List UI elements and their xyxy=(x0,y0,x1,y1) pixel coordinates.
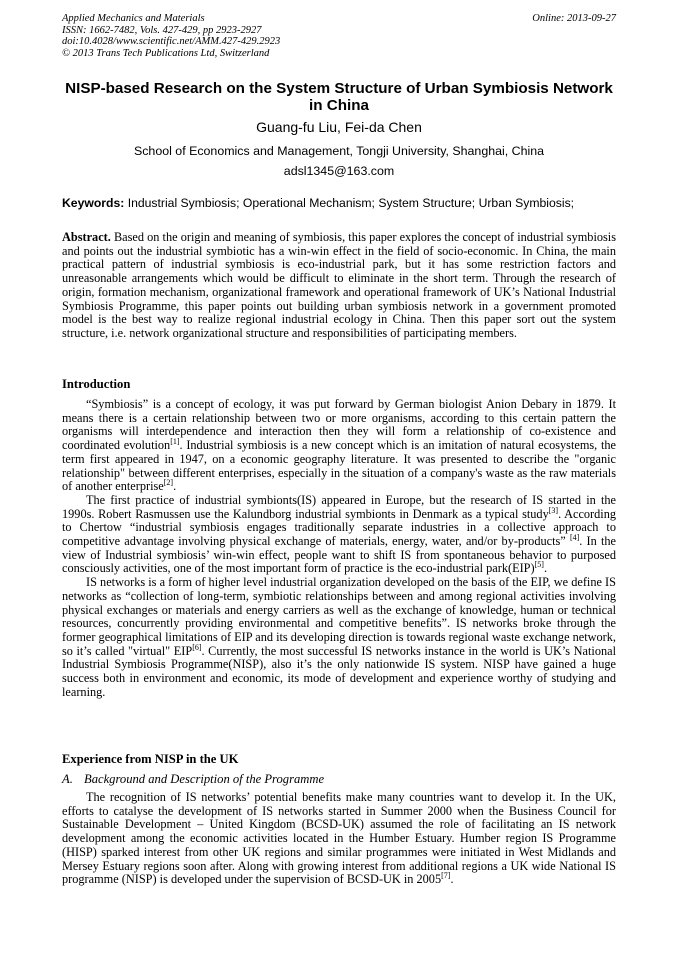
keywords-label: Keywords: xyxy=(62,196,125,210)
introduction-section xyxy=(62,398,616,699)
subsection-number: A. xyxy=(62,772,73,786)
journal-doi[interactable]: doi:10.4028/www.scientific.net/AMM.427-429.2923 xyxy=(62,36,281,48)
citation[interactable]: [4] xyxy=(569,532,580,542)
intro-paragraph-1 xyxy=(62,398,616,494)
journal-issn: ISSN: 1662-7482, Vols. 427-429, pp 2923-2927 xyxy=(62,24,262,36)
keywords xyxy=(62,195,616,211)
text-run: IS networks is a form of higher level industrial organization developed on the basis of the EIP, we define IS networks as “collection of long-term, symbiotic relationships between and among regional activities involving physical exchanges or materials and energy carriers as well as the exchange of knowledge, human or technical resources, concurrently providing environmental and competitive benefits”. IS networks broke through the former geographical limitations of EIP and its developing direction is towards regional waste exchange network, so it’s called "virtual" EIP xyxy=(62,575,616,658)
intro-paragraph-2 xyxy=(62,494,616,576)
text-run: . xyxy=(543,561,548,576)
text-run: . In the view of Industrial symbiosis’ win-win effect, people want to shift IS from spontaneous behavior to purposed consciously activities, one of the most important form of practice is the eco-industrial park(EIP) xyxy=(62,534,617,576)
journal-name: Applied Mechanics and Materials xyxy=(62,13,205,24)
subsection-title: Background and Description of the Programme xyxy=(84,772,325,786)
citation[interactable]: [7] xyxy=(441,871,451,881)
abstract-text: Based on the origin and meaning of symbiosis, this paper explores the concept of industrial symbiosis and points out the industrial symbiotic has a win-win effect in the field of socio-economic. In China, the main practical pattern of industrial symbiosis is eco-industrial park, but it has some restriction factors and unreasonable arrangements which would be difficult to eliminate in the short term. Through the research of origin, formation mechanism, organizational framework and operational framework of UK’s National Industrial Symbiosis Programme, this paper points out building urban symbiosis network in a government promoted model is the best way to realize regional industrial ecology in China. Then this paper sort out the system structure, i.e. network organizational structure and responsibilities of participating members. xyxy=(62,230,616,340)
author-email[interactable]: adsl1345@163.com xyxy=(283,164,395,178)
intro-paragraph-3 xyxy=(62,576,616,699)
citation[interactable]: [3] xyxy=(548,505,559,515)
author-affiliation: School of Economics and Management, Tongji University, Shanghai, China xyxy=(133,144,545,158)
citation[interactable]: [1] xyxy=(170,437,180,447)
citation[interactable]: [2] xyxy=(163,478,174,488)
experience-section xyxy=(62,791,616,887)
abstract-label: Abstract. xyxy=(62,230,111,244)
paper-authors: Guang-fu Liu, Fei-da Chen xyxy=(256,119,422,135)
text-run: The first practice of industrial symbionts(IS) appeared in Europe, but the research of IS started in the 1990s. Robert Rasmussen use the Kalundborg industrial symbionts in Denmark as a typical study xyxy=(62,492,616,521)
text-run: . Currently, the most successful IS networks instance in the world is UK’s National Industrial Symbiosis Programme(NISP), also it’s the only nationwide IS system. NISP have gained a huge success both in environment and economic, its mode of development and experience worthy of studying and learning. xyxy=(62,643,616,699)
text-run: “Symbiosis” is a concept of ecology, it was put forward by German biologist Anion Debary in 1879. It means there is a certain relationship between two or more organisms, according to this certain pattern the organisms will interdependence and interaction then they will form a relationship of co-existence and coordinated evolution xyxy=(62,397,616,453)
online-date: Online: 2013-09-27 xyxy=(532,13,616,24)
journal-copyright: © 2013 Trans Tech Publications Ltd, Switzerland xyxy=(62,47,270,59)
introduction-heading: Introduction xyxy=(62,377,131,391)
text-run: The recognition of IS networks’ potential benefits make many countries want to develop it. In the UK, efforts to catalyse the development of IS networks started in Summer 2000 when the Business Council for Sustainable Development – United Kingdom (BCSD-UK) assumed the role of facilitating an IS network development among the economic activities located in the Humber Estuary. Humber region IS Programme (HISP) sparked interest from other UK regions and similar programmes were initiated in West Midlands and Mersey Estuary regions soon after. Along with growing interest from additional regions a UK wide National IS programme (NISP) is developed under the supervision of BCSD-UK in 2005 xyxy=(62,790,616,887)
abstract xyxy=(62,231,616,341)
text-run: . Industrial symbiosis is a new concept which is an imitation of natural ecosystems, the term first appeared in 1947, on a economic geography literature. It was presented to describe the "organic relationship" between different enterprises, especially in the situation of a company's waste as the raw materials of another enterprise xyxy=(62,438,616,494)
experience-paragraph-1 xyxy=(62,791,616,887)
text-run: . xyxy=(173,479,177,494)
paper-title: NISP-based Research on the System Structure of Urban Symbiosis Network in China xyxy=(65,80,613,114)
experience-heading: Experience from NISP in the UK xyxy=(62,752,239,766)
citation[interactable]: [6] xyxy=(192,642,202,652)
journal-header xyxy=(62,13,616,59)
subsection-heading xyxy=(62,772,324,787)
citation[interactable]: [5] xyxy=(534,560,544,570)
text-run: . According to Chertow “industrial symbiosis engages traditionally separate industries in a collective approach to competitive advantage involving physical exchange of materials, energy, water, and/or by-products” xyxy=(62,506,617,549)
text-run: . xyxy=(450,872,454,887)
keywords-text: Industrial Symbiosis; Operational Mechanism; System Structure; Urban Symbiosis; xyxy=(127,196,575,210)
